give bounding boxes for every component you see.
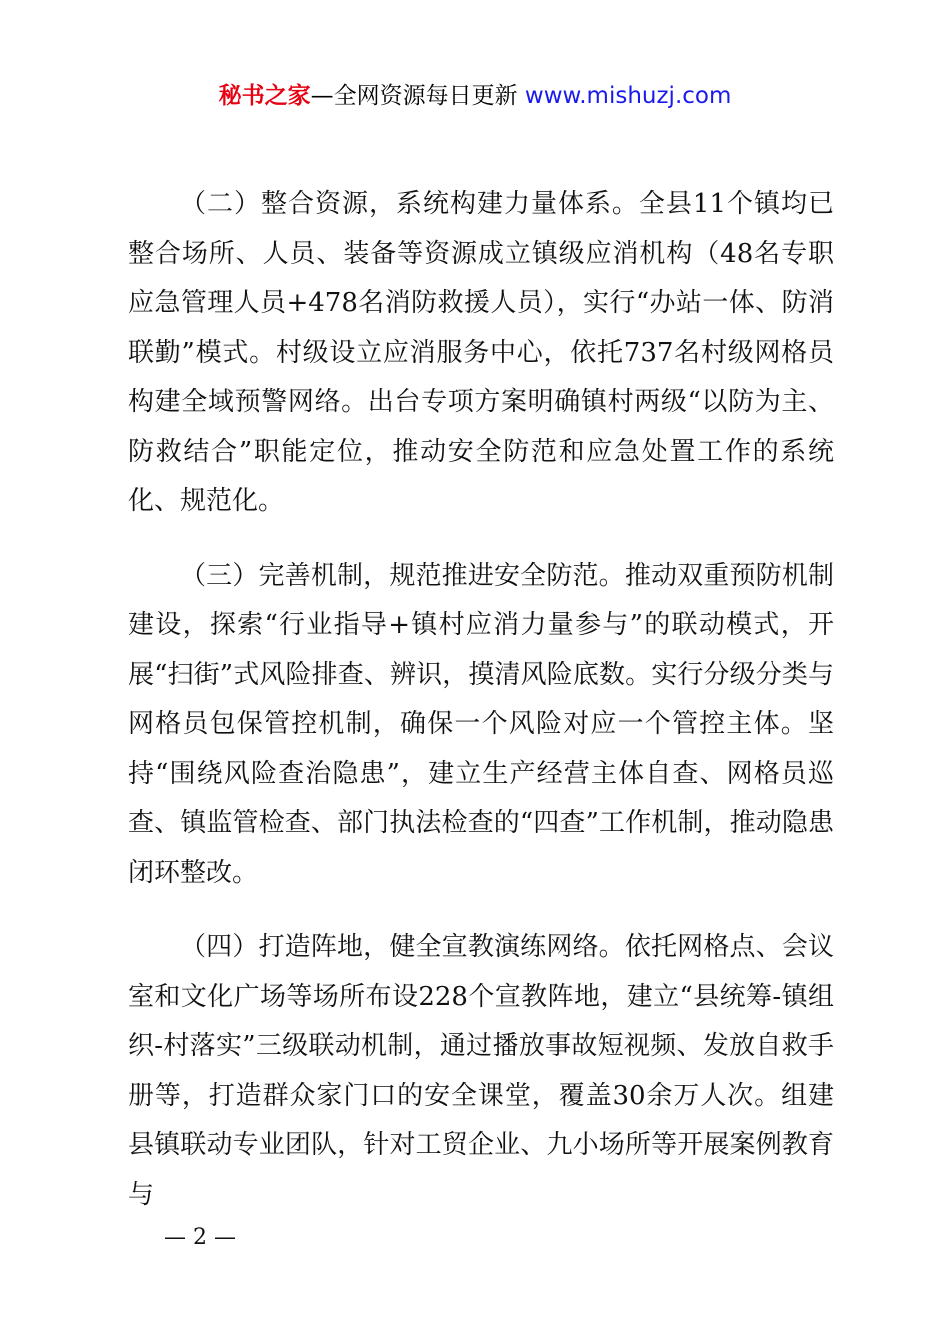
site-url-link[interactable]: www.mishuzj.com (524, 83, 732, 109)
paragraph-build-positions: （四）打造阵地，健全宣教演练网络。依托网格点、会议室和文化广场等场所布设228个宣教阵地，建立“县统筹-镇组织-村落实”三级联动机制，通过播放事故短视频、发放自救手册等，打造群众家门口的安全课堂，覆盖30余万人次。组建县镇联动专业团队，针对工贸企业、九小场所等开展案例教育与 (128, 932, 834, 1210)
site-header (0, 78, 950, 114)
site-slogan: —全网资源每日更新 (310, 83, 518, 109)
site-brand: 秘书之家 (218, 83, 311, 109)
paragraph-integrate-resources: （二）整合资源，系统构建力量体系。全县11个镇均已整合场所、人员、装备等资源成立镇级应消机构（48名专职应急管理人员+478名消防救援人员），实行“办站一体、防消联勤”模式。村级设立应消服务中心，依托737名村级网格员构建全域预警网络。出台专项方案明确镇村两级“以防为主、防救结合”职能定位，推动安全防范和应急处置工作的系统化、规范化。 (128, 189, 834, 516)
page-number: — 2 — (164, 1225, 236, 1250)
paragraph-improve-mechanism: （三）完善机制，规范推进安全防范。推动双重预防机制建设，探索“行业指导+镇村应消力量参与”的联动模式，开展“扫街”式风险排查、辨识，摸清风险底数。实行分级分类与网格员包保管控机制，确保一个风险对应一个管控主体。坚持“围绕风险查治隐患”，建立生产经营主体自查、网格员巡查、镇监管检查、部门执法检查的“四查”工作机制，推动隐患闭环整改。 (128, 560, 834, 888)
document-body (128, 180, 834, 1245)
